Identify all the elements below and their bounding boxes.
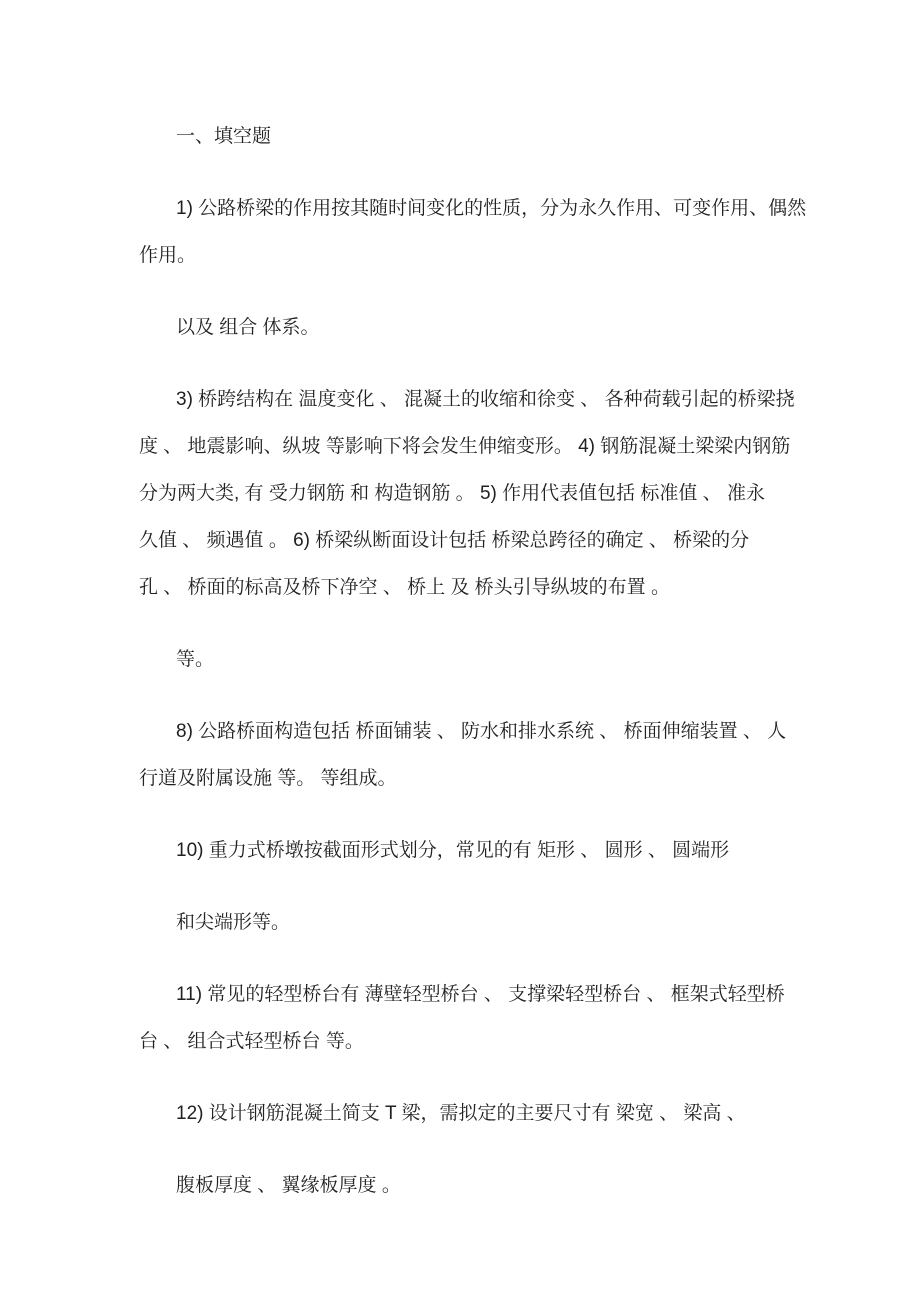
text-line: 等。 bbox=[176, 649, 215, 670]
paragraph bbox=[139, 971, 860, 1065]
text-line: 8) 公路桥面构造包括 桥面铺装 、 防水和排水系统 、 桥面伸缩装置 、 人 bbox=[176, 721, 787, 742]
paragraph bbox=[139, 708, 860, 802]
text-line: 以及 组合 体系。 bbox=[176, 317, 320, 338]
paragraph bbox=[139, 636, 860, 683]
paragraph bbox=[139, 899, 860, 946]
text-line: 腹板厚度 、 翼缘板厚度 。 bbox=[176, 1175, 401, 1196]
heading-paragraph bbox=[139, 113, 860, 160]
text-line: 度 、 地震影响、纵坡 等影响下将会发生伸缩变形。 4) 钢筋混凝土梁梁内钢筋 bbox=[139, 436, 791, 457]
text-line: 10) 重力式桥墩按截面形式划分，常见的有 矩形 、 圆形 、 圆端形 bbox=[176, 840, 730, 861]
text-line: 11) 常见的轻型桥台有 薄壁轻型桥台 、 支撑梁轻型桥台 、 框架式轻型桥 bbox=[176, 984, 785, 1005]
text-line: 和尖端形等。 bbox=[176, 912, 291, 933]
paragraph bbox=[139, 376, 860, 611]
section-heading: 一、填空题 bbox=[176, 126, 272, 147]
paragraph bbox=[139, 1090, 860, 1137]
paragraph bbox=[139, 304, 860, 351]
paragraph bbox=[139, 827, 860, 874]
text-line: 台 、 组合式轻型桥台 等。 bbox=[139, 1031, 364, 1052]
text-line: 12) 设计钢筋混凝土简支 T 梁，需拟定的主要尺寸有 梁宽 、 梁高 、 bbox=[176, 1103, 746, 1124]
text-line: 3) 桥跨结构在 温度变化 、 混凝土的收缩和徐变 、 各种荷载引起的桥梁挠 bbox=[176, 389, 795, 410]
text-line: 1) 公路桥梁的作用按其随时间变化的性质，分为永久作用、可变作用、偶然 bbox=[176, 198, 807, 219]
paragraph bbox=[139, 1162, 860, 1209]
paragraph bbox=[139, 185, 860, 279]
text-line: 久值 、 频遇值 。 6) 桥梁纵断面设计包括 桥梁总跨径的确定 、 桥梁的分 bbox=[139, 530, 750, 551]
text-line: 行道及附属设施 等。 等组成。 bbox=[139, 768, 397, 789]
text-line: 孔 、 桥面的标高及桥下净空 、 桥上 及 桥头引导纵坡的布置 。 bbox=[139, 577, 670, 598]
text-line: 作用。 bbox=[139, 245, 197, 266]
text-line: 分为两大类, 有 受力钢筋 和 构造钢筋 。 5) 作用代表值包括 标准值 、 准永 bbox=[139, 483, 765, 504]
